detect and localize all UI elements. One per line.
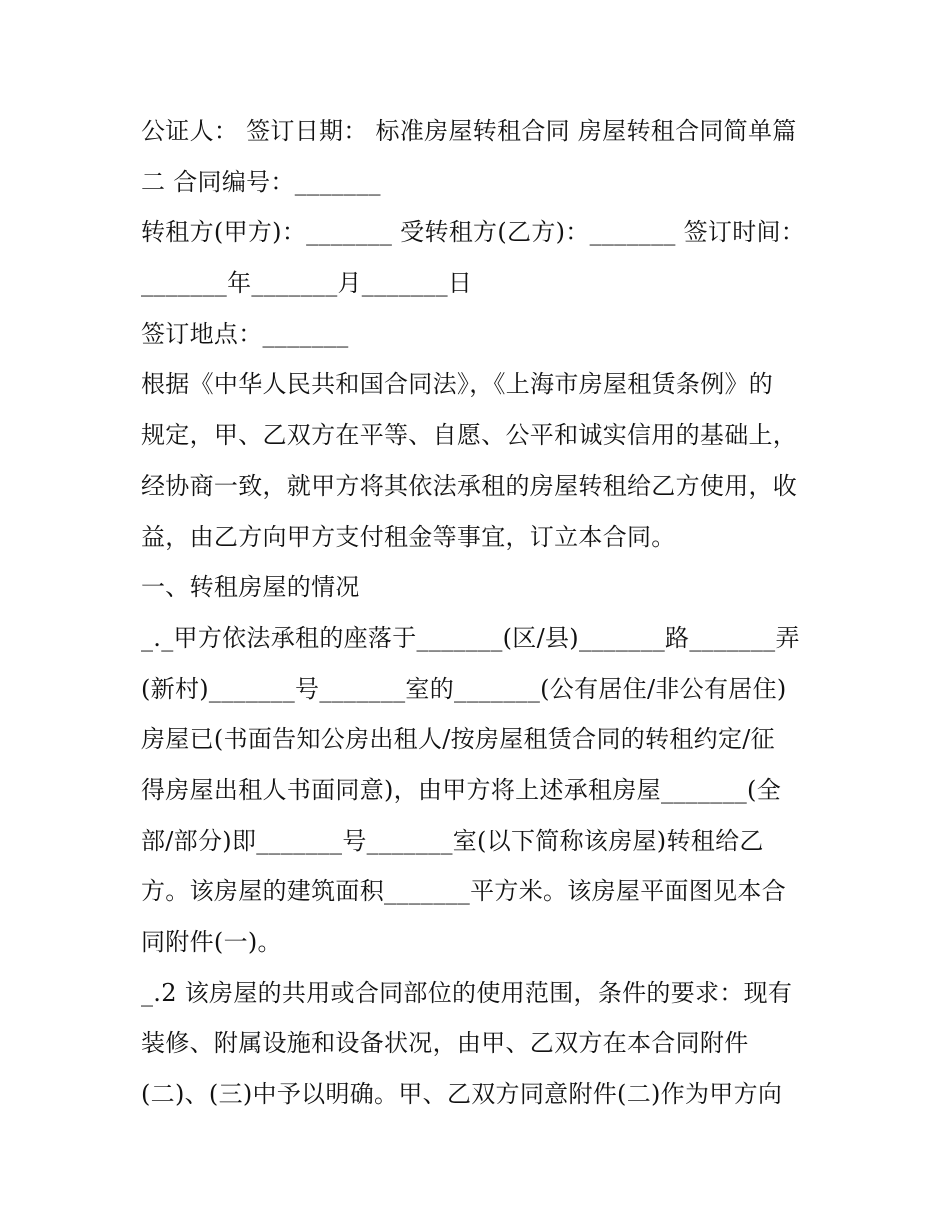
- text-line: 装修、附属设施和设备状况，由甲、乙双方在本合同附件: [141, 1029, 749, 1058]
- section-heading: 一、转租房屋的情况: [141, 573, 360, 602]
- text-line: 二 合同编号：_______: [141, 167, 381, 196]
- text-line: 同附件(一)。: [141, 928, 282, 956]
- text-line: (二)、(三)中予以明确。甲、乙双方同意附件(二)作为甲方向: [141, 1080, 783, 1109]
- contract-body: [141, 106, 821, 1120]
- text-line: 部/部分)即_______号_______室(以下简称该房屋)转租给乙: [141, 826, 764, 855]
- text-line: 根据《中华人民共和国合同法》，《上海市房屋租赁条例》的: [141, 370, 774, 399]
- text-line: 转租方(甲方)：_______ 受转租方(乙方)：_______ 签订时间：: [141, 218, 806, 247]
- text-line: 房屋已(书面告知公房出租人/按房屋租赁合同的转租约定/征: [141, 725, 775, 754]
- text-line: _______年_______月_______日: [141, 269, 473, 298]
- text-line: 规定，甲、乙双方在平等、自愿、公平和诚实信用的基础上，: [141, 421, 798, 450]
- text-line: 方。该房屋的建筑面积_______平方米。该房屋平面图见本合: [141, 877, 786, 906]
- text-line: 公证人： 签订日期： 标准房屋转租合同 房屋转租合同简单篇: [141, 117, 797, 145]
- text-line: _._甲方依法承租的座落于_______(区/县)_______路_______弄: [141, 623, 800, 652]
- text-line: (新村)_______号_______室的_______(公有居住/非公有居住): [141, 674, 787, 703]
- text-line: 经协商一致，就甲方将其依法承租的房屋转租给乙方使用，收: [141, 471, 798, 500]
- text-line: _.2 该房屋的共用或合同部位的使用范围，条件的要求：现有: [141, 978, 793, 1007]
- text-line: 得房屋出租人书面同意)，由甲方将上述承租房屋_______(全: [141, 775, 782, 804]
- text-line: 签订地点：_______: [141, 319, 349, 348]
- text-line: 益，由乙方向甲方支付租金等事宜，订立本合同。: [141, 522, 676, 551]
